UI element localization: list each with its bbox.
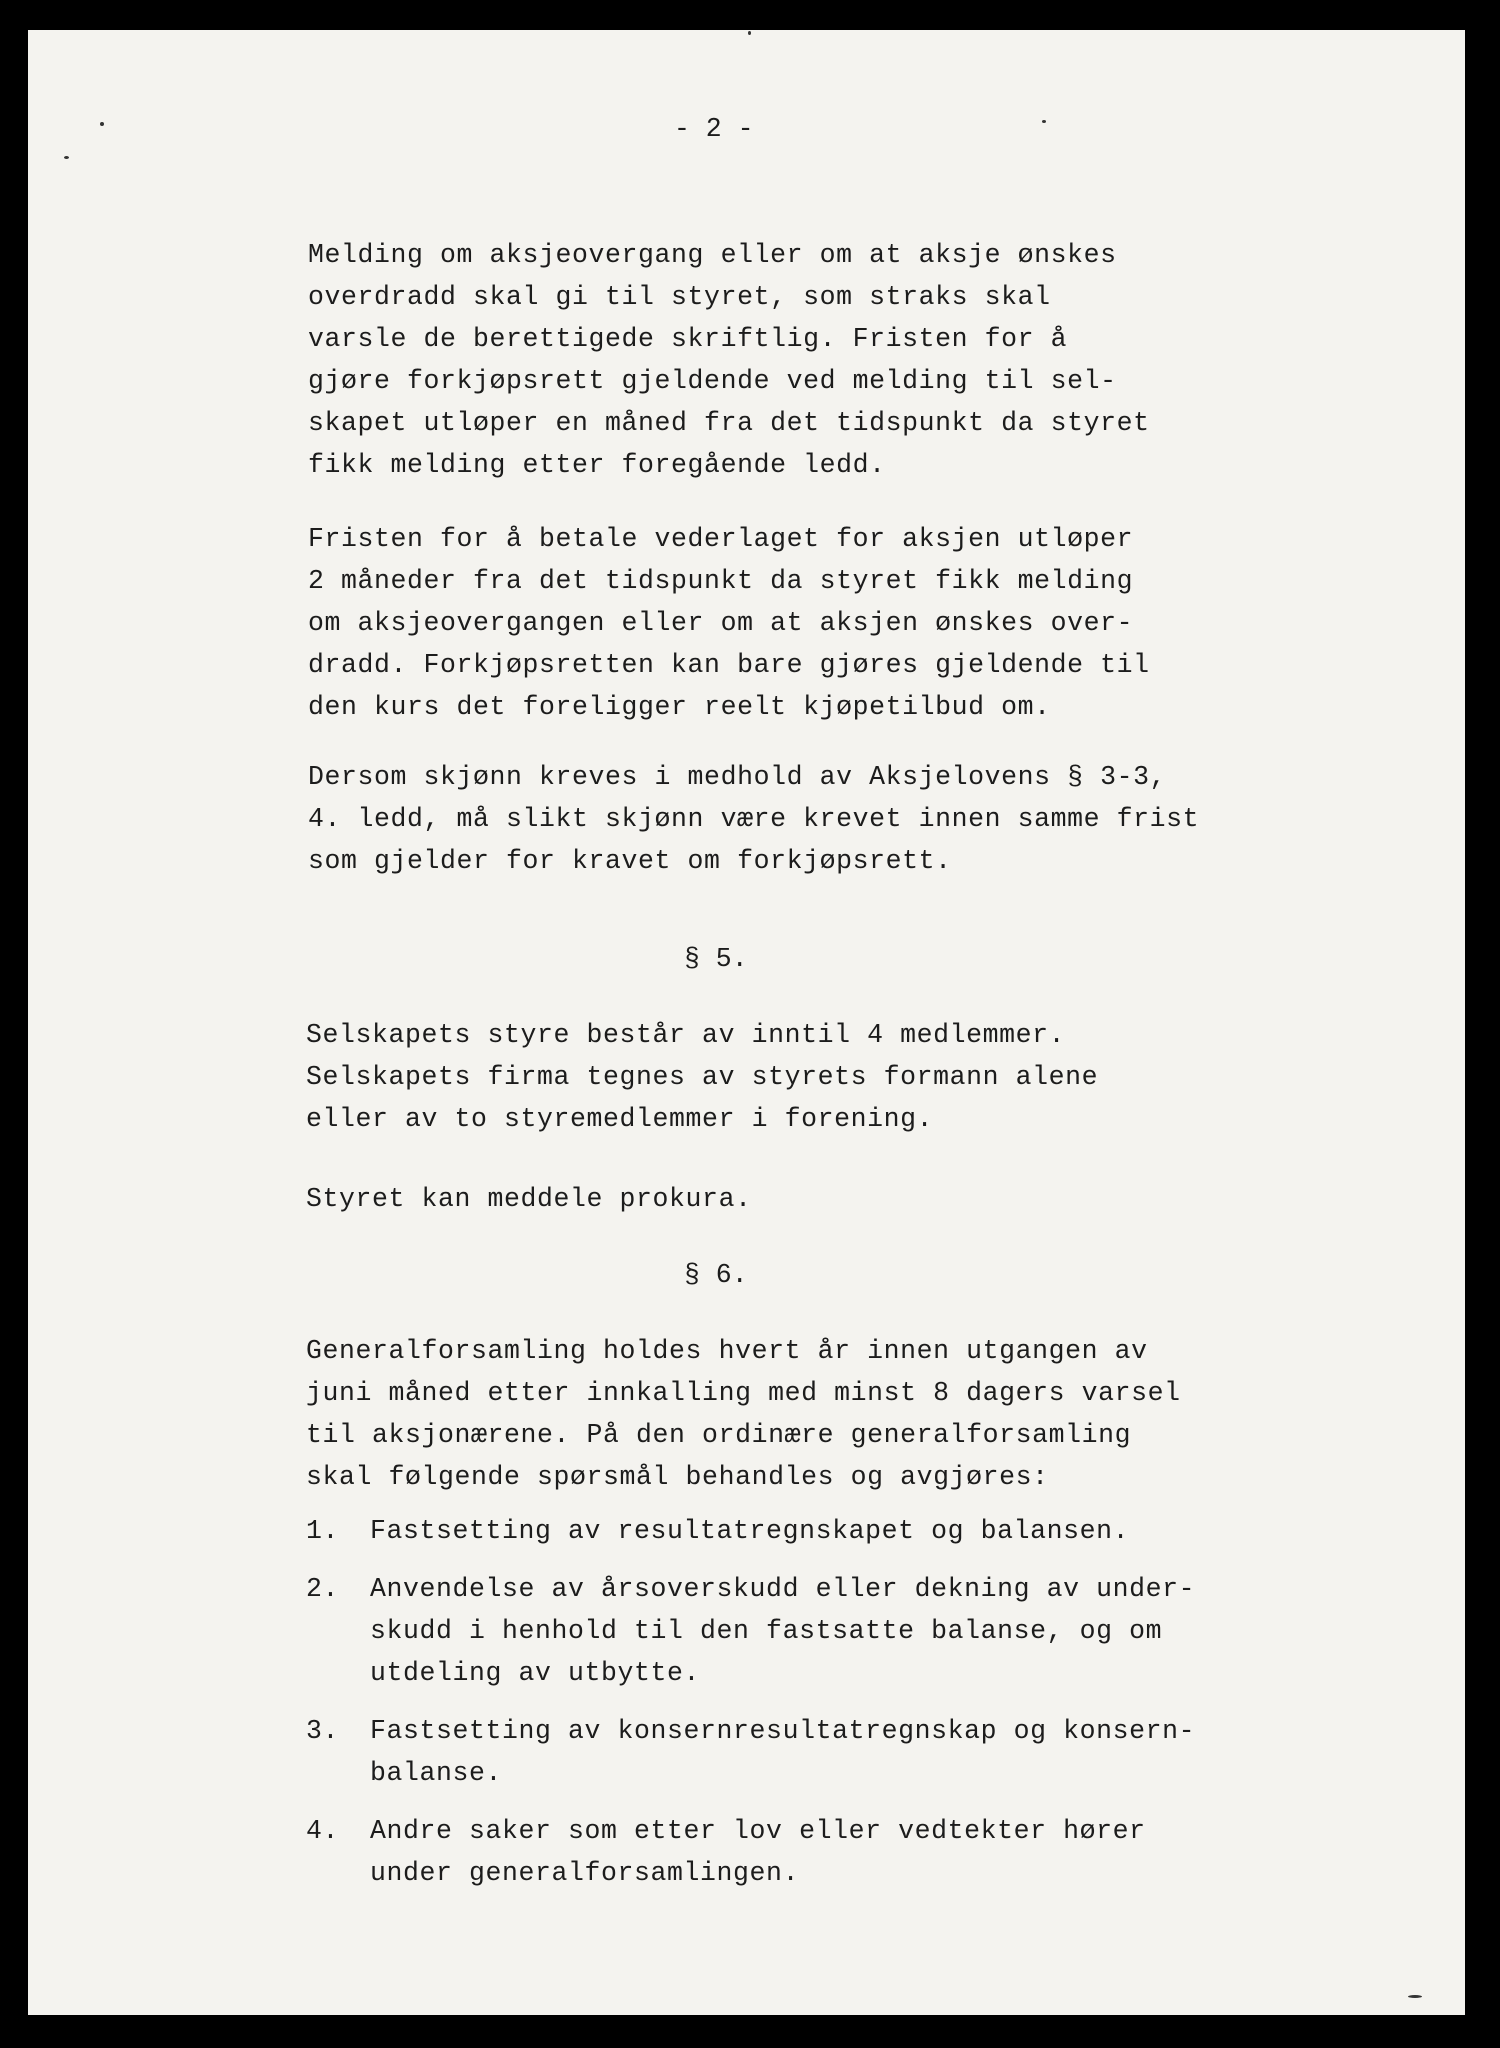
section-6-paragraph-1 (306, 1330, 1286, 1498)
scan-speck (100, 122, 104, 126)
text-line: under generalforsamlingen. (370, 1858, 800, 1888)
text-line: Selskapets firma tegnes av styrets formann alene (306, 1062, 1099, 1092)
text-line: til aksjonærene. På den ordinære generalforsamling (306, 1420, 1132, 1450)
text-line: Fristen for å betale vederlaget for aksjen utløper (308, 524, 1134, 554)
paragraph-2 (308, 518, 1288, 728)
text-line: om aksjeovergangen eller om at aksjen ønskes over- (308, 608, 1134, 638)
paragraph-1 (308, 234, 1288, 486)
list-item-number: 4. (306, 1816, 340, 1846)
section-5-paragraph-2 (306, 1178, 1286, 1220)
text-line: fikk melding etter foregående ledd. (308, 450, 886, 480)
text-line: skapet utløper en måned fra det tidspunkt da styret (308, 408, 1150, 438)
text-line: Generalforsamling holdes hvert år innen utgangen av (306, 1336, 1148, 1366)
scan-speck (64, 156, 69, 159)
list-item-number: 2. (306, 1574, 340, 1604)
text-line: Melding om aksjeovergang eller om at aksje ønskes (308, 240, 1117, 270)
text-line: juni måned etter innkalling med minst 8 dagers varsel (306, 1378, 1181, 1408)
text-line: Andre saker som etter lov eller vedtekter hører (370, 1816, 1146, 1846)
list-item-number: 3. (306, 1716, 340, 1746)
paragraph-3 (308, 756, 1288, 882)
text-line: Fastsetting av resultatregnskapet og balansen. (370, 1516, 1130, 1546)
numbered-list (306, 1510, 1286, 1930)
scan-speck (748, 31, 751, 35)
page-number: - 2 - (674, 114, 754, 144)
list-item-number: 1. (306, 1516, 340, 1546)
text-line: den kurs det foreligger reelt kjøpetilbud om. (308, 692, 1051, 722)
text-line: skal følgende spørsmål behandles og avgjøres: (306, 1462, 1049, 1492)
text-line: overdradd skal gi til styret, som straks skal (308, 282, 1051, 312)
text-line: skudd i henhold til den fastsatte balanse, og om (370, 1616, 1163, 1646)
section-5-paragraph-1 (306, 1014, 1286, 1140)
text-line: Fastsetting av konsernresultatregnskap og konsern- (370, 1716, 1196, 1746)
text-line: 2 måneder fra det tidspunkt da styret fikk melding (308, 566, 1134, 596)
section-5-heading: § 5. (684, 944, 748, 974)
scan-speck (1408, 1995, 1422, 1998)
text-line: balanse. (370, 1758, 503, 1788)
document-page (28, 30, 1465, 2015)
text-line: Anvendelse av årsoverskudd eller dekning av under- (370, 1574, 1196, 1604)
text-line: eller av to styremedlemmer i forening. (306, 1104, 934, 1134)
text-line: som gjelder for kravet om forkjøpsrett. (308, 846, 952, 876)
section-6-heading: § 6. (684, 1260, 748, 1290)
text-line: Dersom skjønn kreves i medhold av Aksjelovens § 3-3, (308, 762, 1167, 792)
text-line: dradd. Forkjøpsretten kan bare gjøres gjeldende til (308, 650, 1150, 680)
text-line: gjøre forkjøpsrett gjeldende ved melding til sel- (308, 366, 1117, 396)
text-line: Selskapets styre består av inntil 4 medlemmer. (306, 1020, 1066, 1050)
text-line: 4. ledd, må slikt skjønn være krevet innen samme frist (308, 804, 1200, 834)
text-line: varsle de berettigede skriftlig. Fristen for å (308, 324, 1068, 354)
text-line: Styret kan meddele prokura. (306, 1184, 752, 1214)
text-line: utdeling av utbytte. (370, 1658, 701, 1688)
scan-speck (1042, 120, 1046, 123)
